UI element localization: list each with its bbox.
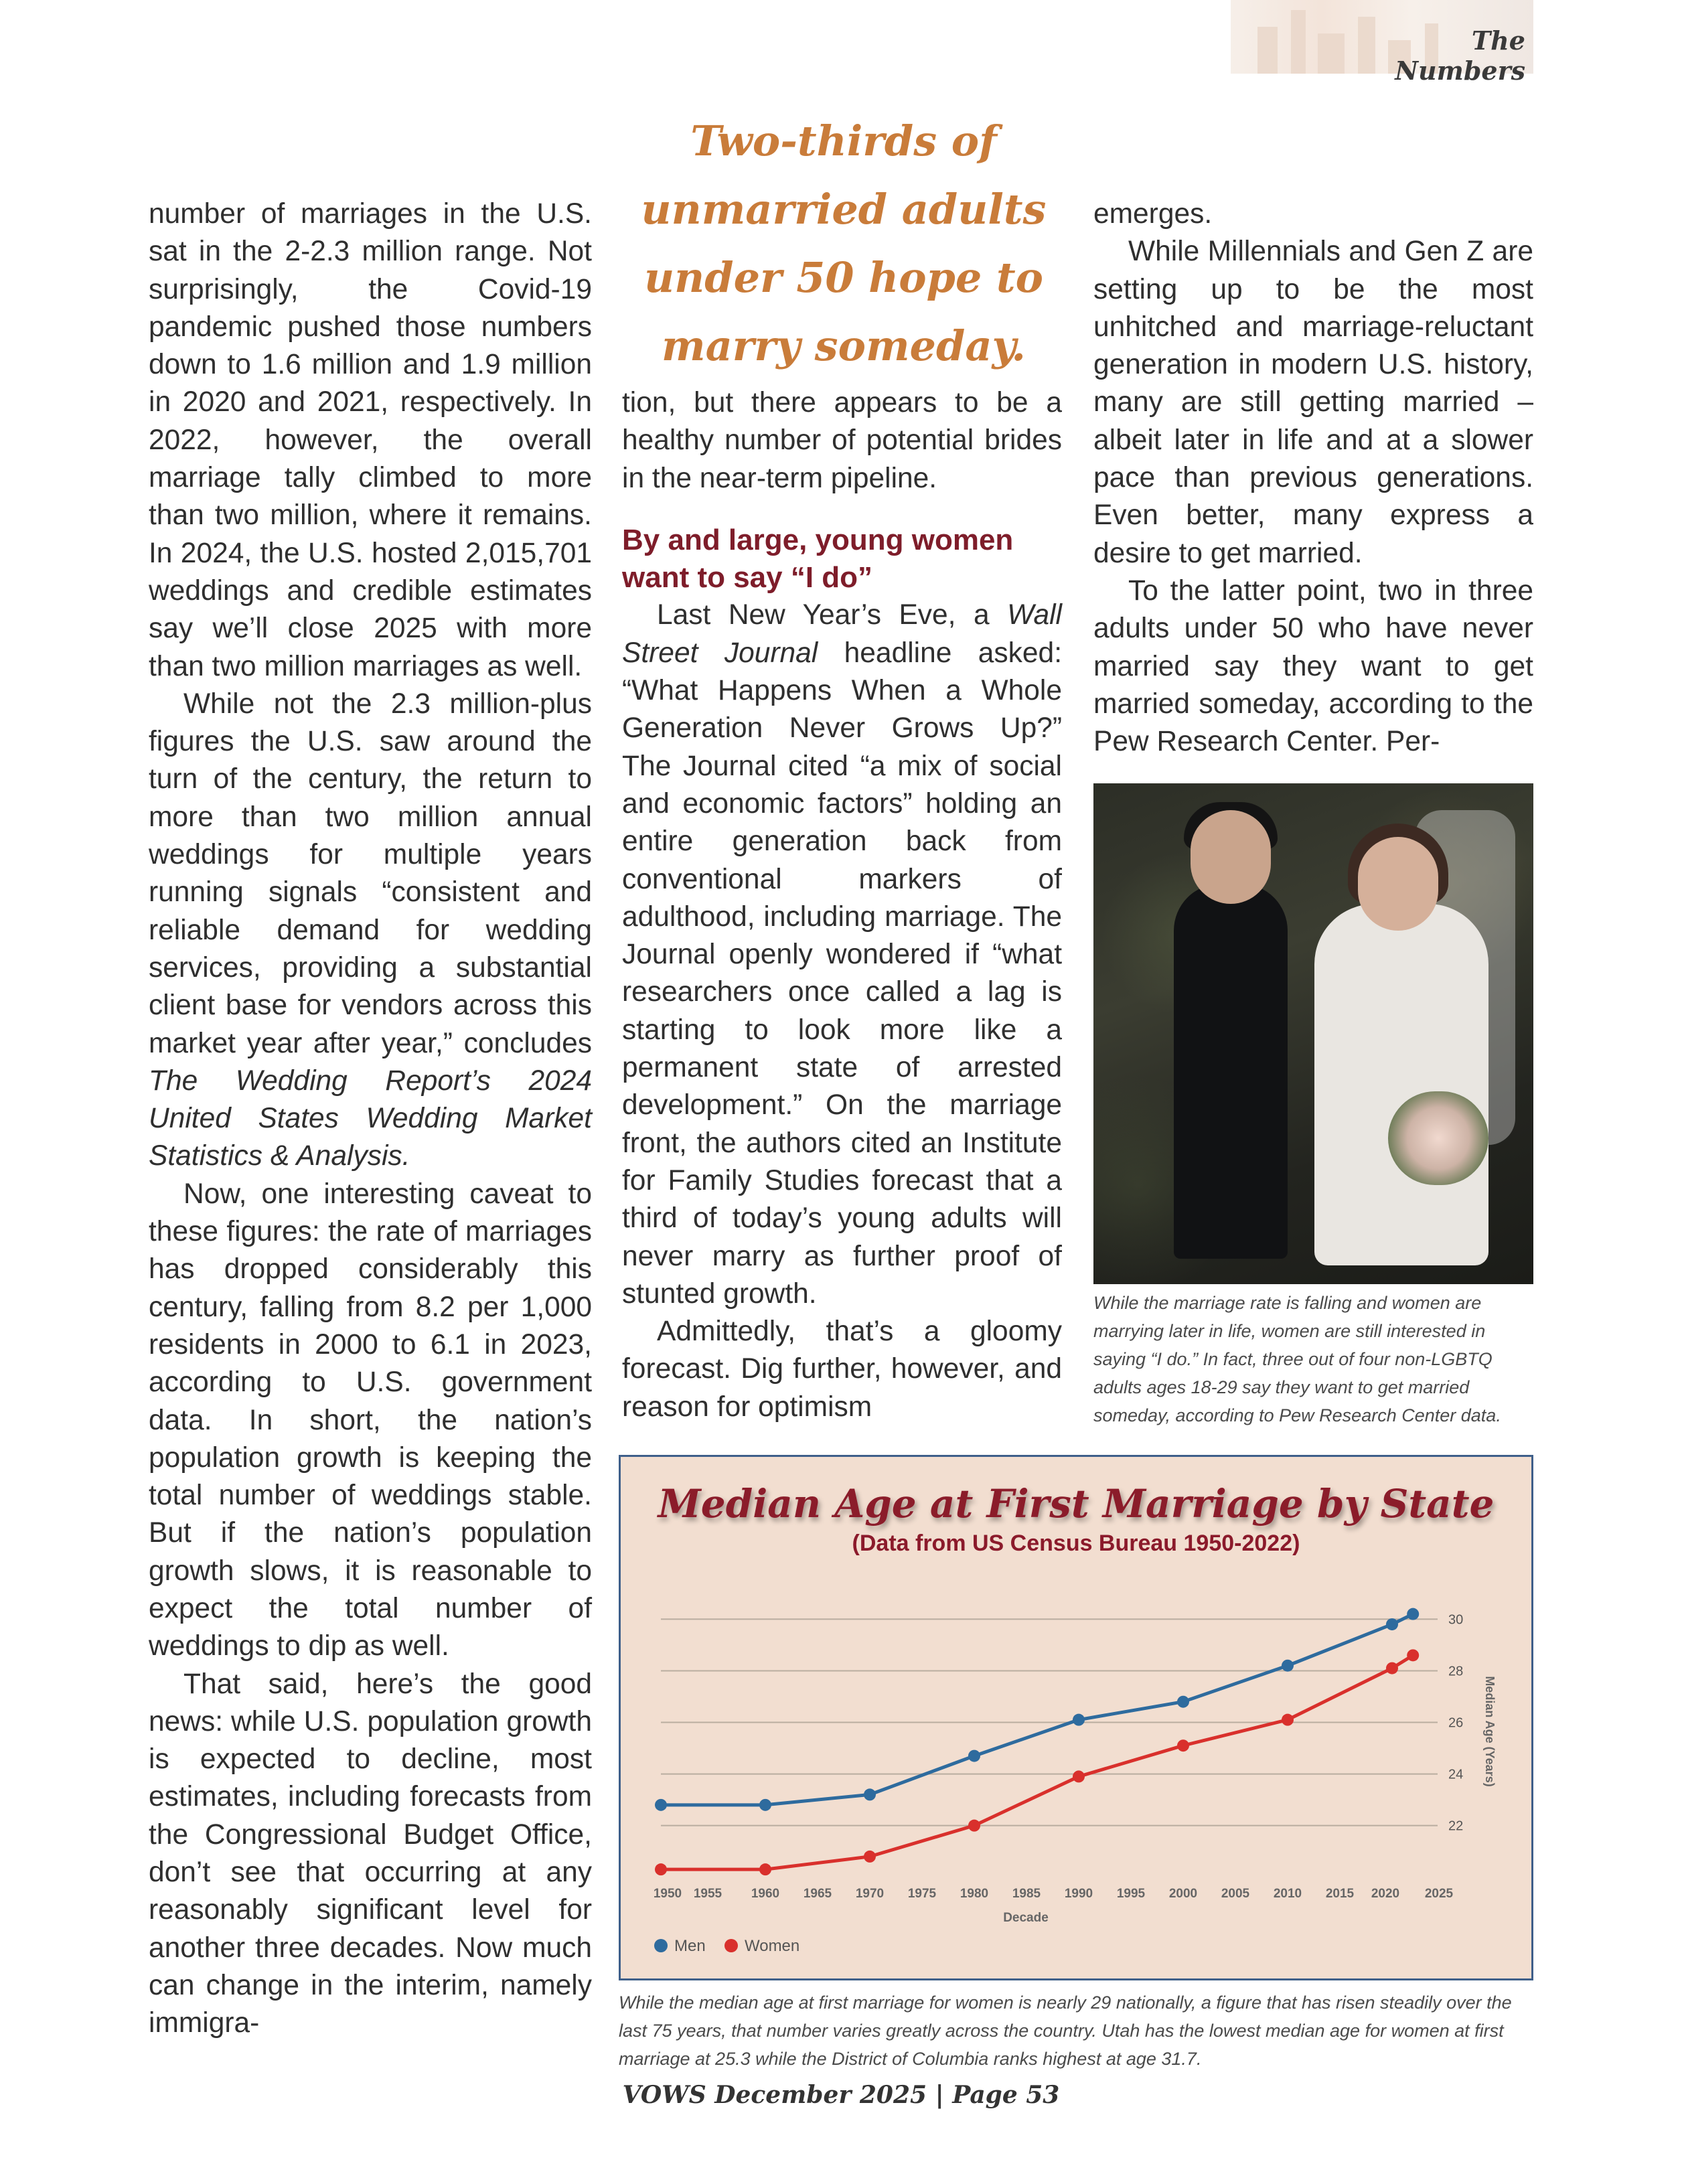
section-heading: By and large, young women want to say “I do”	[622, 523, 1014, 595]
x-tick-label: 2020	[1371, 1887, 1400, 1901]
paragraph: tion, but there appears to be a healthy number of potential brides in the near-term pipeline.	[622, 387, 1062, 494]
photo-caption: While the marriage rate is falling and women are marrying later in life, women are still interested in saying “I do.” In fact, three out of four non-LGBTQ adults ages 18-29 say they want to get married someday, according to Pew Research Center data.	[1093, 1293, 1501, 1425]
x-tick-label: 1980	[960, 1887, 989, 1901]
legend-label: Men	[674, 1937, 706, 1955]
y-axis-label: Median Age (Years)	[1483, 1676, 1497, 1787]
data-point-women	[1282, 1714, 1294, 1726]
wedding-couple-photo	[1093, 783, 1533, 1284]
pull-quote: Two-thirds of unmarried adults under 50 hope to marry someday.	[641, 116, 1047, 370]
data-point-women	[1386, 1662, 1398, 1674]
legend-marker-men	[654, 1939, 668, 1952]
series-line-men	[661, 1614, 1413, 1805]
data-point-men	[759, 1799, 771, 1811]
data-point-women	[655, 1863, 667, 1875]
paragraph: number of marriages in the U.S. sat in the 2-2.3 million range. Not surprisingly, the Covid-19 pandemic pushed those numbers down to 1.6 million and 1.9 million in 2020 and 2021, respectively. In 2022, however, the overall marriage tally climbed to more than two million, where it remains. In 2024, the U.S. hosted 2,015,701 weddings and credible estimates say we’ll close 2025 with more than two million marriages as well.	[149, 198, 592, 682]
y-axis-ticks	[1448, 1612, 1463, 1833]
chart-subtitle: (Data from US Census Bureau 1950-2022)	[852, 1531, 1300, 1556]
x-axis-label: Decade	[1003, 1911, 1049, 1925]
chart-title: Median Age at First Marriage by State	[658, 1481, 1495, 1527]
chart-series	[655, 1608, 1419, 1875]
y-tick-label: 24	[1448, 1767, 1464, 1782]
x-tick-label: 2005	[1221, 1887, 1250, 1901]
series-line-women	[661, 1655, 1413, 1869]
x-tick-label: 1960	[751, 1887, 780, 1901]
data-point-women	[864, 1851, 876, 1863]
data-point-men	[1073, 1714, 1085, 1726]
data-point-men	[1282, 1660, 1294, 1672]
article-column-2	[622, 384, 1062, 1426]
x-tick-label: 2015	[1325, 1887, 1355, 1901]
chart-gridlines	[661, 1619, 1438, 1825]
data-point-women	[1407, 1649, 1419, 1661]
data-point-men	[864, 1788, 876, 1800]
paragraph: Admittedly, that’s a gloomy forecast. Dig further, however, and reason for optimism	[622, 1316, 1062, 1423]
bouquet	[1388, 1091, 1488, 1185]
data-point-men	[655, 1799, 667, 1811]
x-tick-label: 2000	[1168, 1887, 1198, 1901]
article-column-1	[149, 196, 592, 2043]
data-point-men	[1177, 1696, 1189, 1708]
paragraph: While Millennials and Gen Z are setting up to be the most unhitched and marriage-reluctant generation in modern U.S. history, many are still getting married – albeit later in life and at a slower pace than previous generations. Even better, many express a desire to get married.	[1093, 236, 1533, 569]
data-point-men	[968, 1750, 980, 1762]
bride-head	[1358, 837, 1438, 931]
paragraph: Last New Year’s Eve, a Wall Street Journal headline asked: “What Happens When a Whole Generation Never Grows Up?” The Journal cited “a mix of social and economic factors” holding an entire generation back from conventional markers of adulthood, including marriage. The Journal openly wondered if “what researchers once called a lag is starting to look more like a permanent state of arrested development.” On the marriage front, the authors cited an Institute for Family Studies forecast that a third of today’s young adults will never marry as further proof of stunted growth.	[622, 599, 1063, 1310]
bride-figure	[1314, 904, 1488, 1265]
groom-head	[1191, 810, 1271, 904]
data-point-women	[1177, 1739, 1189, 1751]
section-label: The Numbers	[1395, 25, 1525, 86]
x-tick-label: 1950	[653, 1887, 682, 1901]
chart-canvas	[621, 1457, 1531, 1978]
paragraph: While not the 2.3 million-plus figures the U.S. saw around the turn of the century, the return to more than two million annual weddings for multiple years running signals “consistent and reliable demand for wedding services, providing a substantial client base for vendors across this market year after year,” concludes The Wedding Report’s 2024 United States Wedding Market Statistics & Analysis.	[149, 688, 592, 1172]
data-point-men	[1407, 1608, 1419, 1620]
data-point-women	[1073, 1770, 1085, 1782]
x-tick-label: 2010	[1273, 1887, 1302, 1901]
paragraph: That said, here’s the good news: while U.S. population growth is expected to decline, most estimates, including forecasts from the Congressional Budget Office, don’t see that occurring at any reasonably significant level for another three decades. Now much can change in the interim, namely immigra-	[149, 1668, 592, 2039]
x-tick-label: 2025	[1424, 1887, 1454, 1901]
page-footer: VOWS December 2025 | Page 53	[622, 2081, 1060, 2109]
x-axis-ticks	[654, 1887, 1454, 1901]
data-point-women	[968, 1820, 980, 1832]
x-tick-label: 1990	[1064, 1887, 1093, 1901]
legend-marker-women	[724, 1939, 738, 1952]
x-tick-label: 1975	[907, 1887, 937, 1901]
median-age-chart	[619, 1455, 1533, 1980]
report-title: The Wedding Report’s 2024 United States Wedding Market Statistics & Analysis.	[149, 1065, 592, 1172]
y-tick-label: 30	[1448, 1612, 1464, 1628]
data-point-women	[759, 1863, 771, 1875]
x-tick-label: 1970	[855, 1887, 885, 1901]
y-tick-label: 22	[1448, 1818, 1464, 1834]
y-tick-label: 26	[1448, 1715, 1464, 1731]
y-tick-label: 28	[1448, 1664, 1464, 1679]
x-tick-label: 1965	[803, 1887, 832, 1901]
legend-label: Women	[745, 1937, 800, 1955]
data-point-men	[1386, 1618, 1398, 1630]
paragraph: emerges.	[1093, 198, 1213, 230]
chart-legend	[654, 1937, 799, 1955]
x-tick-label: 1985	[1012, 1887, 1041, 1901]
paragraph: To the latter point, two in three adults under 50 who have never married say they want to get married someday, according to the Pew Research Center. Per-	[1093, 574, 1533, 758]
x-tick-label: 1955	[693, 1887, 722, 1901]
chart-caption: While the median age at first marriage for women is nearly 29 nationally, a figure that has risen steadily over the last 75 years, that number varies greatly across the country. Utah has the lowest median age for women at first marriage at 25.3 while the District of Columbia ranks highest at age 31.7.	[619, 1993, 1512, 2069]
groom-figure	[1174, 884, 1288, 1259]
article-column-3	[1093, 196, 1533, 761]
paragraph: Now, one interesting caveat to these figures: the rate of marriages has dropped considerably this century, falling from 8.2 per 1,000 residents in 2000 to 6.1 in 2023, according to U.S. government data. In short, the nation’s population growth is keeping the total number of weddings stable. But if the nation’s population growth slows, it is reasonable to expect the total number of weddings to dip as well.	[149, 1178, 592, 1662]
publication-name: Wall Street Journal	[622, 599, 1062, 669]
x-tick-label: 1995	[1116, 1887, 1146, 1901]
